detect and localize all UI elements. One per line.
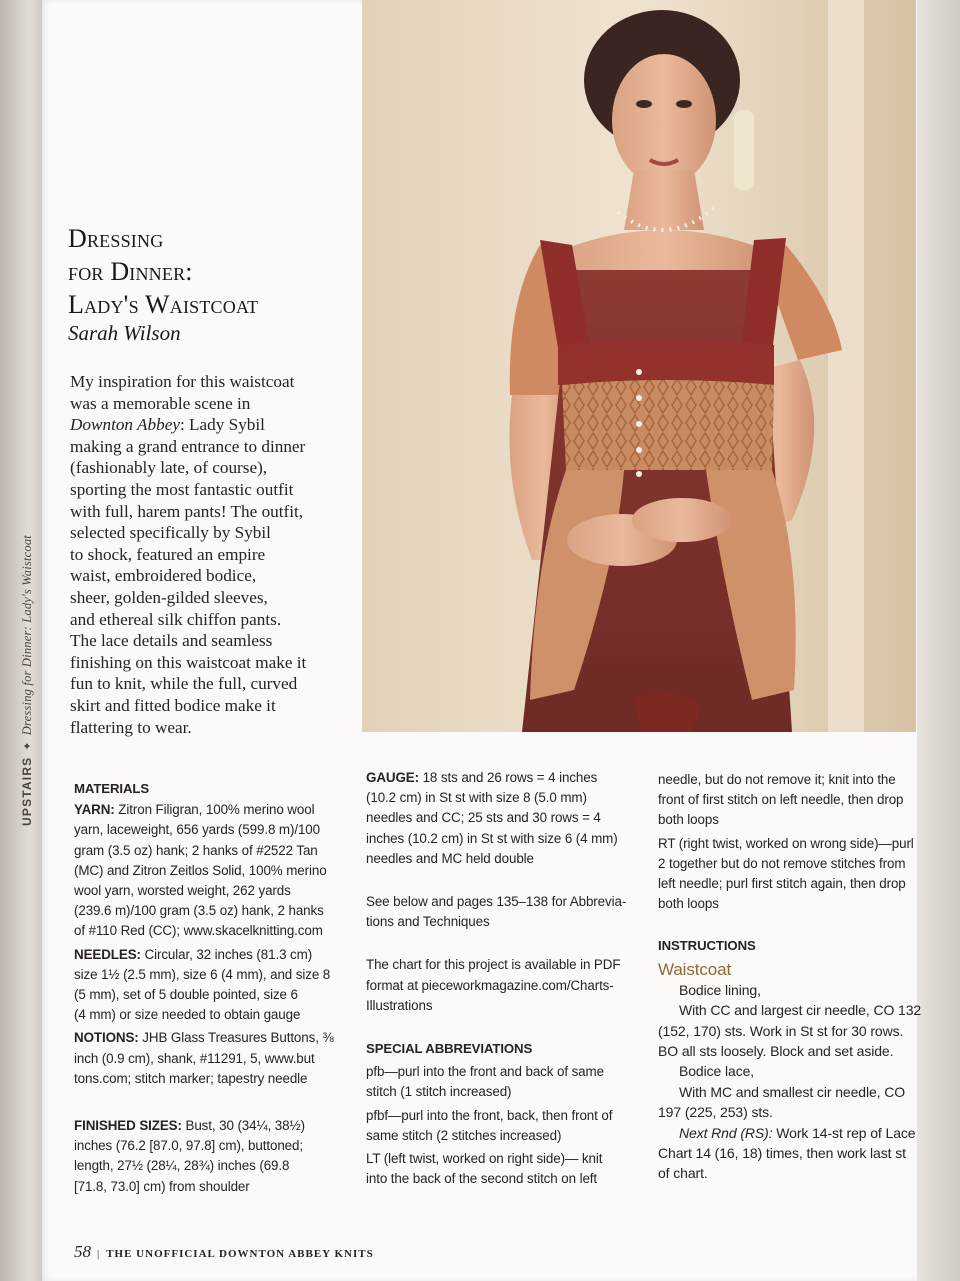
next-rnd-label: Next Rnd (RS): (679, 1124, 773, 1141)
text-line: stitch (1 stitch increased) (366, 1084, 512, 1100)
abbreviations-heading: SPECIAL ABBREVIATIONS (366, 1041, 533, 1057)
model-photo (362, 0, 916, 732)
intro-line: flattering to wear. (70, 717, 192, 737)
text-line: (152, 170) sts. Work in St st for 30 rows. (658, 1022, 904, 1039)
intro-line: sheer, golden-gilded sleeves, (70, 587, 268, 607)
intro-line: and ethereal silk chiffon pants. (70, 609, 282, 629)
lt-paragraph (366, 1149, 646, 1189)
section-name: UPSTAIRS (20, 756, 34, 826)
text-line: inch (0.9 cm), shank, #11291, 5, www.but (74, 1050, 315, 1066)
intro-line: skirt and fitted bodice make it (70, 695, 276, 715)
text-line: 197 (225, 253) sts. (658, 1104, 773, 1121)
instructions-heading: INSTRUCTIONS (658, 938, 756, 954)
text-line (658, 1123, 918, 1143)
side-running-head (20, 535, 35, 826)
page-gutter-right (917, 0, 960, 1281)
text-line: (10.2 cm) in St st with size 8 (5.0 mm) (366, 790, 587, 806)
text-line: wool yarn, worsted weight, 262 yards (74, 883, 291, 899)
needles-paragraph (74, 945, 354, 1026)
lt-continued-paragraph (658, 770, 918, 831)
text-line: (MC) and Zitron Zeitlos Solid, 100% merino (74, 862, 327, 878)
text-line: left needle; purl first stitch again, then drop (658, 876, 906, 892)
intro-paragraph (70, 371, 355, 738)
text-line: format at pieceworkmagazine.com/Charts- (366, 977, 614, 993)
intro-line (70, 414, 355, 436)
text-line: tions and Techniques (366, 914, 490, 930)
text-line: inches (76.2 [87.0, 97.8] cm), buttoned; (74, 1138, 303, 1154)
text-line (74, 945, 354, 965)
text-line (74, 1116, 354, 1136)
text-line: inches (10.2 cm) in St st with size 6 (4 mm) (366, 830, 618, 846)
title-line: for Dinner: (68, 257, 193, 286)
text-line (366, 768, 646, 788)
intro-line: sporting the most fantastic outfit (70, 479, 294, 499)
column-materials (74, 779, 354, 1197)
pfb-paragraph (366, 1062, 646, 1102)
instructions-body (658, 980, 922, 1184)
needles-label: NEEDLES: (74, 946, 141, 962)
model-illustration (362, 0, 916, 732)
see-paragraph (366, 892, 646, 932)
text-line: length, 27½ (28¼, 28¾) inches (69.8 (74, 1158, 290, 1174)
intro-line: to shock, featured an empire (70, 544, 266, 564)
text-line: front of first stitch on left needle, then drop (658, 792, 904, 808)
text-line-rest: Bust, 30 (34¼, 38½) (181, 1118, 305, 1134)
text-line: LT (left twist, worked on right side)— knit (366, 1151, 603, 1167)
text-line: With CC and largest cir needle, CO 132 (679, 1002, 922, 1019)
text-line: (4 mm) or size needed to obtain gauge (74, 1007, 301, 1023)
text-line: pfbf—purl into the front, back, then front of (366, 1107, 613, 1123)
show-title: Downton Abbey (70, 415, 180, 435)
intro-line: waist, embroidered bodice, (70, 566, 257, 586)
text-line: (5 mm), set of 5 double pointed, size 6 (74, 987, 298, 1003)
text-line: Illustrations (366, 997, 433, 1013)
pfbf-paragraph (366, 1106, 646, 1146)
text-line: same stitch (2 stitches increased) (366, 1127, 562, 1143)
notions-label: NOTIONS: (74, 1030, 139, 1046)
title-line: Lady's Waistcoat (68, 290, 259, 319)
column-instructions (658, 770, 922, 1184)
text-line: BO all sts loosely. Block and set aside. (658, 1043, 894, 1060)
text-line: (239.6 m)/100 gram (3.5 oz) hank, 2 hanks (74, 903, 324, 919)
intro-line: fun to knit, while the full, curved (70, 674, 298, 694)
diamond-icon: ✦ (22, 741, 34, 751)
text-line: [71.8, 73.0] cm) from shoulder (74, 1178, 250, 1194)
intro-line: making a grand entrance to dinner (70, 436, 306, 456)
text-line: into the back of the second stitch on left (366, 1171, 598, 1187)
text-line: of #110 Red (CC); www.skacelknitting.com (74, 923, 323, 939)
text-line: 2 together but do not remove stitches from (658, 855, 906, 871)
text-line: gram (3.5 oz) hank; 2 hanks of #2522 Tan (74, 842, 318, 858)
intro-line: selected specifically by Sybil (70, 523, 271, 543)
text-line: pfb—purl into the front and back of same (366, 1064, 604, 1080)
book-title: THE UNOFFICIAL DOWNTON ABBEY KNITS (106, 1248, 374, 1260)
article-title (68, 222, 358, 321)
intro-line: The lace details and seamless (70, 631, 273, 651)
text-line (74, 1028, 354, 1048)
intro-line: with full, harem pants! The outfit, (70, 501, 304, 521)
sizes-paragraph (74, 1116, 354, 1197)
text-line: needle, but do not remove it; knit into the (658, 772, 896, 787)
running-title: Dressing for Dinner: Lady's Waistcoat (20, 535, 34, 736)
text-line: RT (right twist, worked on wrong side)—purl (658, 835, 914, 851)
gauge-paragraph (366, 768, 646, 869)
yarn-label: YARN: (74, 802, 115, 818)
intro-line-rest: : Lady Sybil (179, 415, 265, 435)
text-line-rest: JHB Glass Treasures Buttons, ⅜ (138, 1030, 334, 1046)
footer-separator: | (97, 1248, 101, 1260)
text-line: With MC and smallest cir needle, CO (679, 1083, 906, 1100)
title-line: Dressing (68, 224, 164, 253)
author-byline: Sarah Wilson (68, 321, 181, 345)
intro-line: My inspiration for this waistcoat (70, 372, 295, 391)
text-line: The chart for this project is available in PDF (366, 957, 621, 973)
text-line-rest: Work 14-st rep of Lace (772, 1124, 916, 1141)
text-line (74, 800, 354, 820)
waistcoat-section-title: Waistcoat (658, 959, 732, 979)
materials-heading: MATERIALS (74, 781, 150, 796)
column-gauge (366, 768, 646, 1189)
gauge-label: GAUGE: (366, 770, 419, 785)
bodice-lining-subhead: Bodice lining, (679, 981, 761, 998)
text-line: yarn, laceweight, 656 yards (599.8 m)/100 (74, 822, 320, 838)
yarn-paragraph (74, 800, 354, 941)
text-line: both loops (658, 896, 719, 912)
text-line: needles and CC; 25 sts and 30 rows = 4 (366, 810, 601, 826)
page-footer (74, 1242, 374, 1262)
text-line-rest: 18 sts and 26 rows = 4 inches (418, 770, 598, 785)
sizes-label: FINISHED SIZES: (74, 1118, 182, 1134)
text-line: of chart. (658, 1165, 708, 1182)
rt-paragraph (658, 834, 918, 915)
page-number: 58 (74, 1242, 91, 1261)
intro-line: finishing on this waistcoat make it (70, 652, 307, 672)
text-line: tons.com; stitch marker; tapestry needle (74, 1070, 308, 1086)
intro-line: was a memorable scene in (70, 393, 251, 413)
intro-line: (fashionably late, of course), (70, 458, 268, 478)
text-line: both loops (658, 812, 719, 828)
chart-paragraph (366, 955, 646, 1016)
text-line: size 1½ (2.5 mm), size 6 (4 mm), and size 8 (74, 966, 331, 982)
text-line-rest: Circular, 32 inches (81.3 cm) (140, 946, 313, 962)
text-line: needles and MC held double (366, 850, 534, 866)
text-line: See below and pages 135–138 for Abbrevia- (366, 894, 627, 910)
text-line: Chart 14 (16, 18) times, then work last st (658, 1145, 906, 1162)
notions-paragraph (74, 1028, 354, 1089)
text-line-rest: Zitron Filigran, 100% merino wool (114, 802, 315, 818)
bodice-lace-subhead: Bodice lace, (679, 1063, 755, 1080)
